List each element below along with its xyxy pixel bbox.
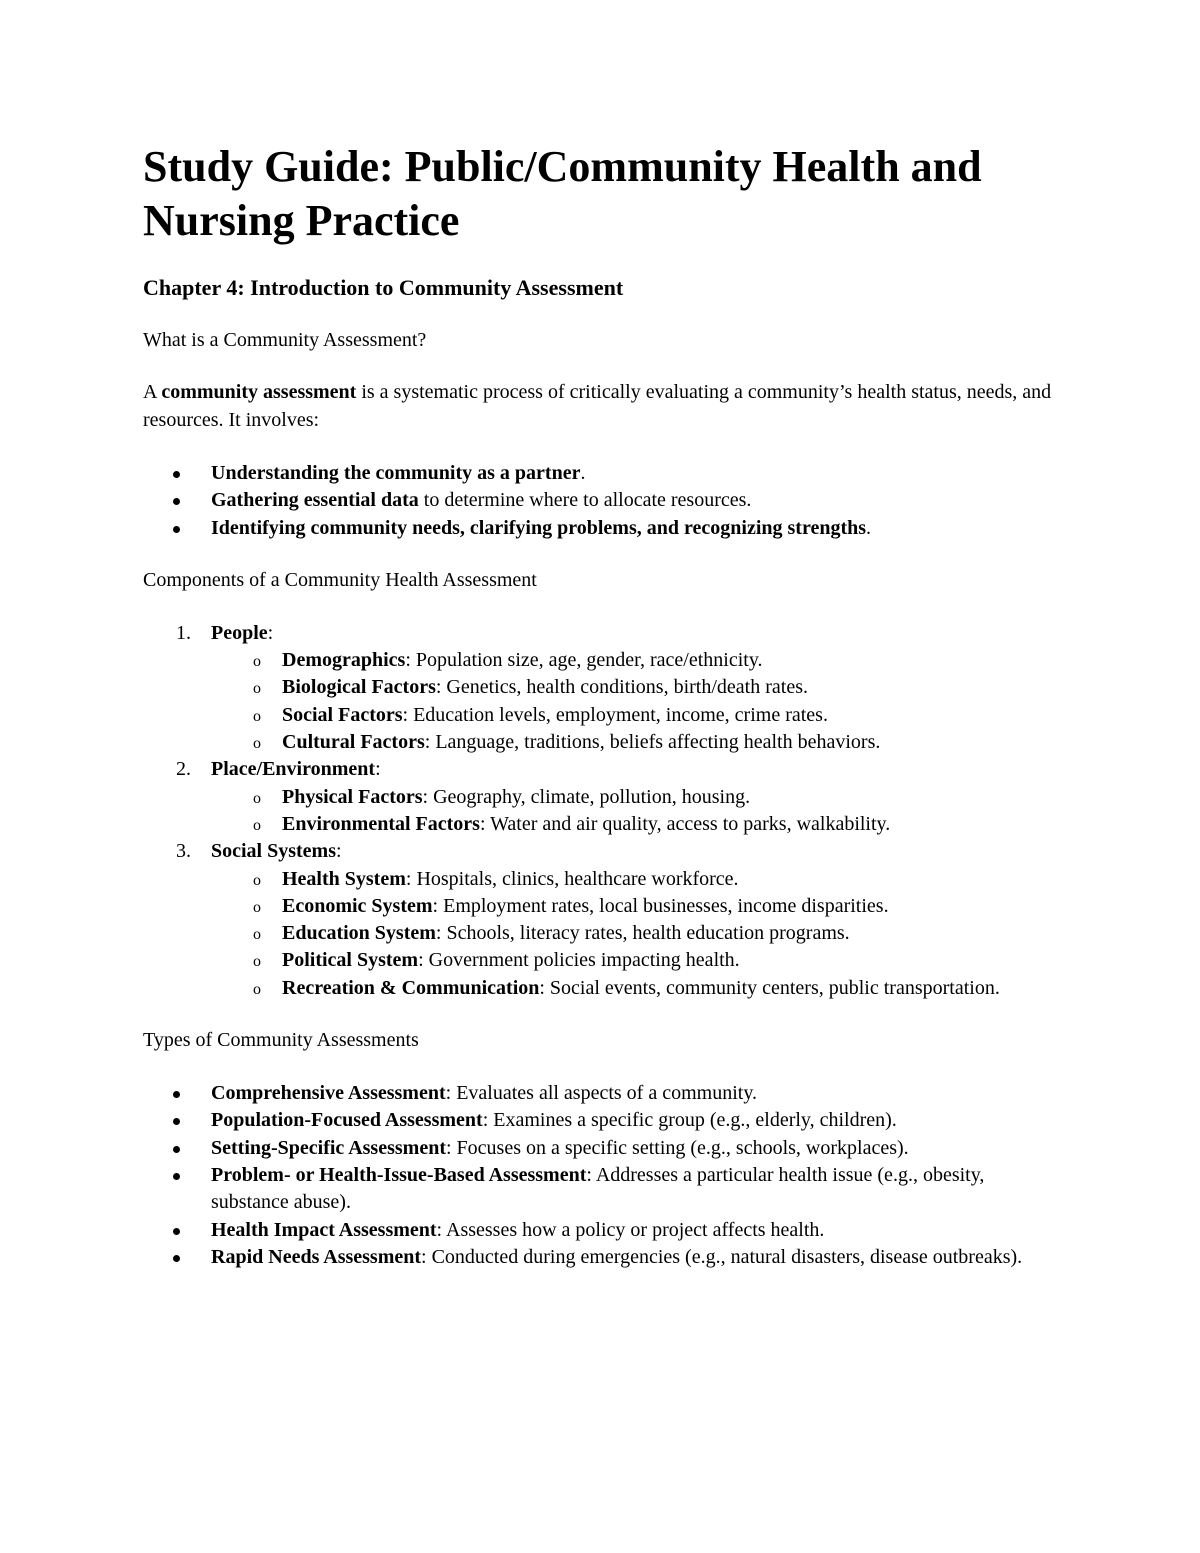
circle-bullet-icon: o	[253, 871, 261, 889]
sub-item-text: : Genetics, health conditions, birth/death rates.	[435, 676, 808, 699]
sub-item	[211, 975, 1063, 1002]
sub-item-bold: Education System	[282, 922, 436, 945]
component-item-people	[143, 620, 1063, 756]
sub-item-bold: Biological Factors	[282, 676, 436, 699]
sub-item	[211, 947, 1063, 974]
sub-item-text: : Water and air quality, access to parks, walkability.	[479, 812, 891, 835]
sub-item-bold: Social Factors	[282, 703, 403, 726]
sub-item-text: : Hospitals, clinics, healthcare workforce.	[405, 867, 739, 890]
item-suffix: :	[267, 621, 274, 644]
circle-bullet-icon: o	[253, 816, 261, 834]
circle-bullet-icon: o	[253, 653, 261, 671]
sub-item-text: : Social events, community centers, public transportation.	[539, 976, 1000, 999]
circle-bullet-icon: o	[253, 926, 261, 944]
sub-item	[211, 729, 1063, 756]
bullet-icon	[173, 498, 180, 505]
sub-item-text: : Population size, age, gender, race/ethnicity.	[405, 649, 763, 672]
intro-paragraph	[143, 378, 1063, 434]
item-bold: Gathering essential data	[211, 489, 419, 512]
item-number: 1.	[176, 621, 191, 644]
item-text: : Evaluates all aspects of a community.	[445, 1082, 758, 1105]
list-item	[143, 1135, 1063, 1162]
sub-item-text: : Government policies impacting health.	[418, 949, 740, 972]
page-title: Study Guide: Public/Community Health and Nursing Practice	[143, 142, 982, 245]
item-bold: Problem- or Health-Issue-Based Assessment	[211, 1163, 587, 1186]
item-number: 3.	[176, 840, 191, 863]
sub-list	[211, 784, 1063, 839]
intro-prefix: A	[143, 381, 162, 403]
item-text: .	[580, 462, 586, 484]
sub-item-text: : Schools, literacy rates, health education programs.	[435, 922, 850, 945]
section-heading-types: Types of Community Assessments	[143, 1029, 419, 1052]
sub-item	[211, 920, 1063, 947]
components-list	[143, 620, 1063, 1002]
sub-item-text: : Employment rates, local businesses, income disparities.	[432, 894, 889, 917]
circle-bullet-icon: o	[253, 735, 261, 753]
intro-rest: is a systematic process of critically evaluating a community’s health status, needs, and resources. It involves:	[143, 381, 1052, 431]
section-heading-what-is: What is a Community Assessment?	[143, 329, 427, 351]
item-number: 2.	[176, 758, 191, 781]
item-text: : Focuses on a specific setting (e.g., schools, workplaces).	[445, 1136, 909, 1159]
types-list	[143, 1080, 1063, 1271]
circle-bullet-icon: o	[253, 953, 261, 971]
item-bold: Setting-Specific Assessment	[211, 1136, 446, 1159]
document-content	[143, 140, 1063, 1271]
sub-list	[211, 866, 1063, 1002]
list-item	[143, 515, 1063, 542]
item-bold: Rapid Needs Assessment	[211, 1245, 422, 1268]
item-bold: Health Impact Assessment	[211, 1218, 437, 1241]
sub-item	[211, 784, 1063, 811]
intro-bold-term: community assessment	[161, 381, 357, 403]
circle-bullet-icon: o	[253, 707, 261, 725]
circle-bullet-icon: o	[253, 898, 261, 916]
sub-list	[211, 647, 1063, 756]
item-suffix: :	[336, 840, 342, 863]
chapter-heading: Chapter 4: Introduction to Community Assessment	[143, 275, 624, 300]
item-label: Social Systems	[211, 840, 336, 863]
item-text: : Assesses how a policy or project affects health.	[436, 1218, 825, 1241]
item-text: .	[866, 516, 872, 539]
bullet-icon	[173, 1255, 180, 1262]
list-item	[143, 1244, 1063, 1271]
item-bold: Population-Focused Assessment	[211, 1109, 483, 1132]
circle-bullet-icon: o	[253, 680, 261, 698]
component-item-social-systems	[143, 838, 1063, 1002]
section-heading-components: Components of a Community Health Assessment	[143, 568, 537, 591]
involves-list	[143, 460, 1063, 542]
circle-bullet-icon: o	[253, 980, 261, 998]
item-text: : Conducted during emergencies (e.g., natural disasters, disease outbreaks).	[421, 1245, 1023, 1268]
sub-item-text: : Education levels, employment, income, crime rates.	[402, 703, 828, 726]
circle-bullet-icon: o	[253, 789, 261, 807]
bullet-icon	[173, 1091, 180, 1098]
bullet-icon	[173, 1173, 180, 1180]
sub-item-bold: Physical Factors	[282, 785, 423, 808]
bullet-icon	[173, 1146, 180, 1153]
sub-item-bold: Cultural Factors	[282, 731, 425, 754]
sub-item-text: : Geography, climate, pollution, housing.	[422, 785, 751, 808]
item-label: Place/Environment	[211, 758, 376, 781]
item-text: : Examines a specific group (e.g., elderly, children).	[482, 1109, 897, 1132]
list-item	[143, 1080, 1063, 1107]
sub-item	[211, 647, 1063, 674]
sub-item-bold: Demographics	[282, 649, 406, 672]
list-item	[143, 1107, 1063, 1134]
component-item-place-environment	[143, 756, 1063, 838]
sub-item	[211, 893, 1063, 920]
bullet-icon	[173, 526, 180, 533]
sub-item-bold: Environmental Factors	[282, 812, 480, 835]
sub-item	[211, 702, 1063, 729]
bullet-icon	[173, 471, 180, 478]
sub-item	[211, 811, 1063, 838]
sub-item-bold: Economic System	[282, 894, 433, 917]
bullet-icon	[173, 1118, 180, 1125]
item-bold: Comprehensive Assessment	[211, 1082, 446, 1105]
sub-item-bold: Recreation & Communication	[282, 976, 540, 999]
sub-item-text: : Language, traditions, beliefs affecting health behaviors.	[424, 731, 881, 754]
item-text: : Addresses a particular health issue (e.g., obesity, substance abuse).	[211, 1163, 985, 1214]
item-bold: Understanding the community as a partner	[211, 462, 581, 484]
sub-item-bold: Political System	[282, 949, 419, 972]
list-item	[143, 487, 1063, 514]
bullet-icon	[173, 1228, 180, 1235]
item-bold: Identifying community needs, clarifying problems, and recognizing strengths	[211, 516, 867, 539]
list-item	[143, 1217, 1063, 1244]
list-item	[143, 1162, 1063, 1217]
item-label: People	[211, 621, 268, 644]
sub-item	[211, 866, 1063, 893]
item-text: to determine where to allocate resources.	[418, 489, 752, 512]
list-item	[143, 460, 1063, 487]
sub-item	[211, 674, 1063, 701]
sub-item-bold: Health System	[282, 867, 406, 890]
item-suffix: :	[375, 758, 381, 781]
